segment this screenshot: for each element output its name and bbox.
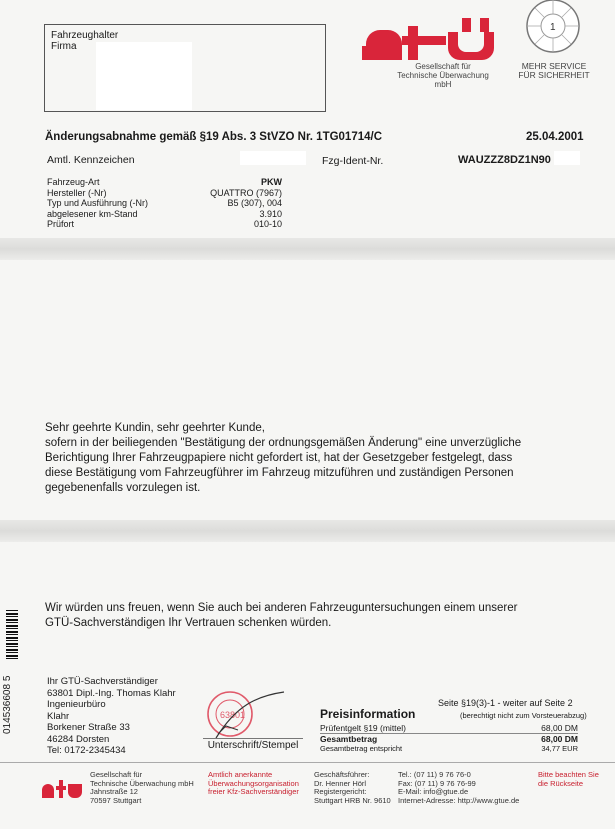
fold-crease bbox=[0, 238, 615, 260]
barcode bbox=[6, 610, 18, 660]
vehicle-row: Prüfort 010-10 bbox=[47, 219, 282, 229]
vehicle-row: Typ und Ausführung (-Nr) B5 (307), 004 bbox=[47, 198, 282, 208]
footer-accreditation: Amtlich anerkannte Überwachungsorganisation freier Kfz-Sachverständiger bbox=[208, 770, 299, 796]
redaction bbox=[554, 151, 580, 165]
letter-body: Sehr geehrte Kundin, sehr geehrter Kunde, sofern in der beiliegenden "Bestätigung der ordnungsgemäßen Änderung" eine unverzügliche Berichtigung Ihrer Fahrzeugpapiere nicht gefordert ist, hat der Gesetzgeber festgelegt, dass diese Bestätigung vom Fahrzeugführer im Fahrzeug mitzuführen und zuständigen Personen gegebenenfalls vorzulegen ist. bbox=[45, 422, 522, 494]
footer-company: Gesellschaft für Technische Überwachung mbH Jahnstraße 12 70597 Stuttgart bbox=[90, 770, 194, 805]
redaction bbox=[96, 42, 192, 110]
document-date: 25.04.2001 bbox=[526, 131, 584, 143]
footer-rule bbox=[0, 762, 615, 763]
vehicle-row: Hersteller (-Nr) QUATTRO (7967) bbox=[47, 187, 282, 198]
vehicle-row: Fahrzeug-Art PKW bbox=[47, 177, 282, 187]
redaction bbox=[240, 151, 306, 165]
ident-value: WAUZZZ8DZ1N90 bbox=[458, 154, 551, 166]
letter-closing: Wir würden uns freuen, wenn Sie auch bei anderen Fahrzeuguntersuchungen einem unserer GTÜ-Sachverständigen Ihr Vertrauen schenken würden. bbox=[45, 602, 518, 629]
footer-logo bbox=[42, 780, 82, 798]
page-info: Seite §19(3)-1 - weiter auf Seite 2 bbox=[438, 698, 573, 708]
footer-contact: Tel.: (07 11) 9 76 76-0 Fax: (07 11) 9 76 76-99 E-Mail: info@gtue.de Internet-Adresse: http://www.gtue.de bbox=[398, 770, 520, 805]
plate-label: Amtl. Kennzeichen bbox=[47, 154, 135, 166]
company-stamp bbox=[196, 686, 296, 746]
gtue-logo bbox=[362, 18, 497, 64]
inspection-seal-icon bbox=[515, 0, 591, 58]
price-title: Preisinformation bbox=[320, 707, 416, 721]
footer-management: Geschäftsführer: Dr. Henner Hörl Registergericht: Stuttgart HRB Nr. 9610 bbox=[314, 770, 391, 805]
slogan: MEHR SERVICE FÜR SICHERHEIT bbox=[518, 61, 590, 80]
vehicle-data-table bbox=[47, 177, 282, 230]
barcode-number: 014536608 5 bbox=[2, 675, 13, 735]
seal-number: 1 bbox=[550, 22, 556, 33]
price-note: (berechtigt nicht zum Vorsteuerabzug) bbox=[460, 711, 587, 720]
price-row: Gesamtbetrag 68,00 DM bbox=[320, 734, 578, 744]
ident-label: Fzg-Ident-Nr. bbox=[322, 155, 384, 167]
fold-crease bbox=[0, 520, 615, 542]
expert-address: Ihr GTÜ-Sachverständiger 63801 Dipl.-Ing. Thomas Klahr Ingenieurbüro Klahr Borkener Straße 33 46284 Dorsten Tel: 0172-2345434 bbox=[47, 676, 176, 756]
address-line: Firma bbox=[51, 41, 77, 52]
vehicle-row: abgelesener km-Stand 3.910 bbox=[47, 208, 282, 219]
signature-label: Unterschrift/Stempel bbox=[203, 738, 303, 751]
price-table bbox=[320, 723, 578, 754]
price-row: Prüfentgelt §19 (mittel) 68,00 DM bbox=[320, 723, 578, 733]
address-line: Fahrzeughalter bbox=[51, 30, 119, 41]
stamp-number: 63801 bbox=[220, 710, 246, 720]
document-title: Änderungsabnahme gemäß §19 Abs. 3 StVZO Nr. 1TG01714/C bbox=[45, 131, 383, 143]
company-subtitle: Gesellschaft für Technische Überwachung mbH bbox=[397, 62, 489, 89]
price-row: Gesamtbetrag entspricht 34,77 EUR bbox=[320, 744, 578, 753]
footer-note: Bitte beachten Sie die Rückseite bbox=[538, 770, 599, 788]
